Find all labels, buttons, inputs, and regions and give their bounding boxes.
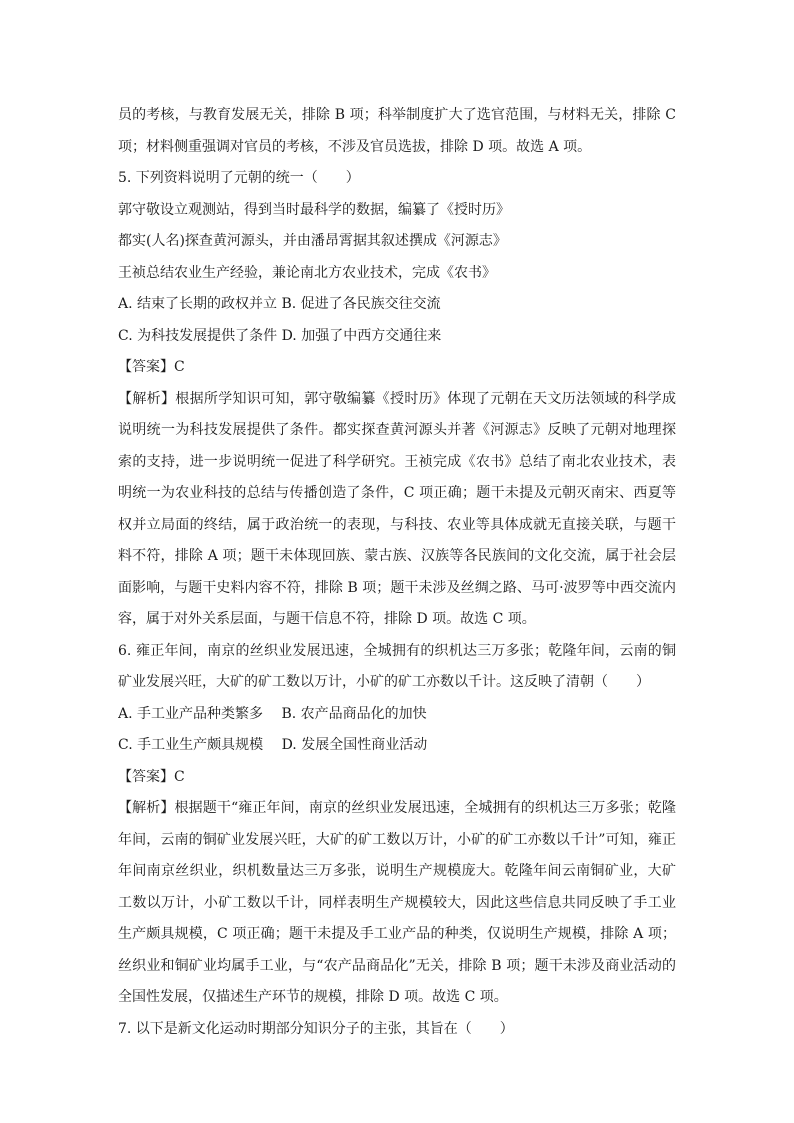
text-line: 权并立局面的终结，属于政治统一的表现，与科技、农业等具体成就无直接关联，与题干: [118, 516, 676, 533]
text-line: 索的支持，进一步说明统一促进了科学研究。王祯完成《农书》总结了南北农业技术，表: [118, 453, 676, 470]
text-line: C. 为科技发展提供了条件 D. 加强了中西方交通往来: [118, 327, 442, 344]
text-line: 丝织业和铜矿业均属手工业，与“农产品商品化”无关，排除 B 项；题干未涉及商业活动的: [118, 957, 676, 974]
text-line: 年间，云南的铜矿业发展兴旺，大矿的矿工数以万计，小矿的矿工亦数以千计”可知，雍正: [118, 831, 676, 848]
text-line: A. 结束了长期的政权并立 B. 促进了各民族交往交流: [118, 296, 441, 312]
text-line: 员的考核，与教育发展无关，排除 B 项；科举制度扩大了选官范围，与材料无关，排除 C: [118, 107, 676, 123]
text-line: 郭守敬设立观测站，得到当时最科学的数据，编纂了《授时历》: [118, 201, 510, 218]
text-line: 7. 以下是新文化运动时期部分知识分子的主张，其旨在（ ）: [118, 1020, 514, 1037]
text-line: 都实(人名)探查黄河源头，并由潘昂霄据其叙述撰成《河源志》: [118, 233, 507, 249]
text-line: 生产颇具规模，C 项正确；题干未提及手工业产品的种类，仅说明生产规模，排除 A 项；: [118, 926, 676, 942]
text-line: 面影响，与题干史料内容不符，排除 B 项；题干未涉及丝绸之路、马可·波罗等中西交流内: [118, 579, 676, 596]
text-line: 5. 下列资料说明了元朝的统一（ ）: [118, 170, 360, 186]
text-line: C. 手工业生产颇具规模 D. 发展全国性商业活动: [118, 737, 428, 753]
text-line: 项；材料侧重强调对官员的考核，不涉及官员选拔，排除 D 项。故选 A 项。: [118, 138, 592, 155]
text-line: 说明统一为科技发展提供了条件。都实探查黄河源头并著《河源志》反映了元朝对地理探: [118, 422, 676, 438]
text-line: 工数以万计，小矿工数以千计，同样表明生产规模较大，因此这些信息共同反映了手工业: [118, 894, 676, 911]
text-line: 年间南京丝织业，织机数量达三万多张，说明生产规模庞大。乾隆年间云南铜矿业，大矿: [118, 863, 676, 879]
document-body: [118, 100, 676, 1045]
text-line: 王祯总结农业生产经验，兼论南北方农业技术，完成《农书》: [118, 264, 496, 281]
text-line: 【解析】根据所学知识可知，郭守敬编纂《授时历》体现了元朝在天文历法领域的科学成: [118, 390, 676, 407]
text-line: 6. 雍正年间，南京的丝织业发展迅速，全城拥有的织机达三万多张；乾隆年间，云南的铜: [118, 642, 676, 659]
text-line: 【答案】C: [118, 768, 185, 785]
text-line: 料不符，排除 A 项；题干未体现回族、蒙古族、汉族等各民族间的文化交流，属于社会层: [118, 548, 676, 564]
text-line: 容，属于对外关系层面，与题干信息不符，排除 D 项。故选 C 项。: [118, 611, 536, 627]
text-line: A. 手工业产品种类繁多 B. 农产品商品化的加快: [118, 705, 427, 722]
text-line: 全国性发展，仅描述生产环节的规模，排除 D 项。故选 C 项。: [118, 989, 508, 1005]
text-line: 矿业发展兴旺，大矿的矿工数以万计，小矿的矿工亦数以千计。这反映了清朝（ ）: [118, 674, 650, 690]
text-line: 【答案】C: [118, 359, 185, 375]
text-line: 【解析】根据题干“雍正年间，南京的丝织业发展迅速，全城拥有的织机达三万多张；乾隆: [118, 800, 676, 816]
text-line: 明统一为农业科技的总结与传播创造了条件，C 项正确；题干未提及元朝灭南宋、西夏等: [118, 485, 676, 501]
